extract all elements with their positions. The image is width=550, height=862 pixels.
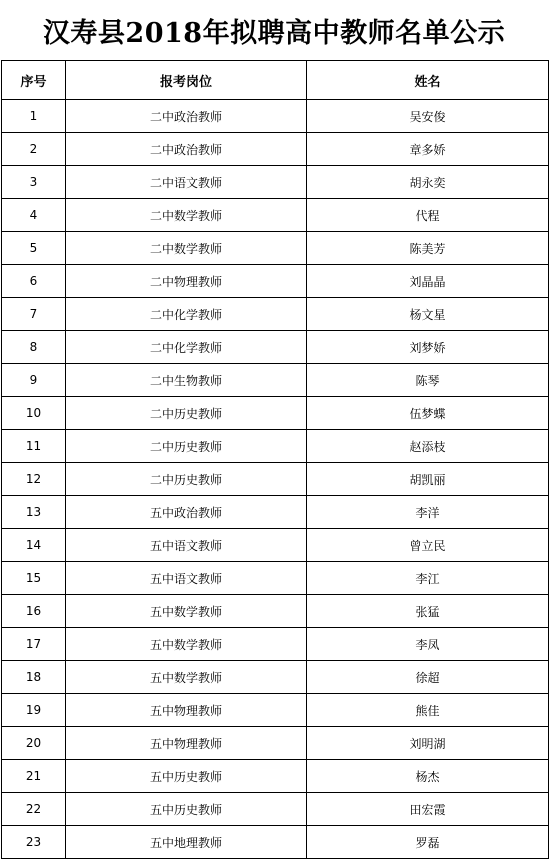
row-name-cell: 徐超: [307, 661, 549, 694]
table-row: [2, 793, 549, 826]
table-row: [2, 364, 549, 397]
row-name-cell: 刘晶晶: [307, 265, 549, 298]
row-index-cell: 16: [2, 595, 66, 628]
table-row: [2, 232, 549, 265]
row-name-cell: 赵添枝: [307, 430, 549, 463]
row-name-cell: 李凤: [307, 628, 549, 661]
row-index-cell: 15: [2, 562, 66, 595]
header-index: 序号: [2, 61, 66, 100]
row-name-cell: 李洋: [307, 496, 549, 529]
row-name-cell: 胡永奕: [307, 166, 549, 199]
row-index-cell: 17: [2, 628, 66, 661]
row-name-cell: 罗磊: [307, 826, 549, 859]
table-row: [2, 397, 549, 430]
row-position-cell: 五中地理教师: [66, 826, 307, 859]
header-name: 姓名: [307, 61, 549, 100]
row-position-cell: 五中历史教师: [66, 793, 307, 826]
row-index-cell: 13: [2, 496, 66, 529]
table-row: [2, 661, 549, 694]
table-row: [2, 496, 549, 529]
row-position-cell: 二中数学教师: [66, 199, 307, 232]
row-index-cell: 22: [2, 793, 66, 826]
row-index-cell: 4: [2, 199, 66, 232]
row-index-cell: 19: [2, 694, 66, 727]
table-row: [2, 694, 549, 727]
table-row: [2, 166, 549, 199]
row-index-cell: 9: [2, 364, 66, 397]
row-index-cell: 5: [2, 232, 66, 265]
row-name-cell: 吴安俊: [307, 100, 549, 133]
table-row: [2, 529, 549, 562]
row-position-cell: 二中数学教师: [66, 232, 307, 265]
row-position-cell: 二中历史教师: [66, 430, 307, 463]
row-position-cell: 二中历史教师: [66, 397, 307, 430]
row-position-cell: 二中政治教师: [66, 100, 307, 133]
row-position-cell: 五中语文教师: [66, 562, 307, 595]
row-index-cell: 2: [2, 133, 66, 166]
row-position-cell: 五中物理教师: [66, 694, 307, 727]
row-position-cell: 二中政治教师: [66, 133, 307, 166]
row-index-cell: 7: [2, 298, 66, 331]
table-row: [2, 760, 549, 793]
row-index-cell: 3: [2, 166, 66, 199]
table-row: [2, 100, 549, 133]
row-name-cell: 熊佳: [307, 694, 549, 727]
row-position-cell: 五中历史教师: [66, 760, 307, 793]
table-row: [2, 562, 549, 595]
row-position-cell: 二中历史教师: [66, 463, 307, 496]
row-index-cell: 6: [2, 265, 66, 298]
row-name-cell: 陈琴: [307, 364, 549, 397]
row-name-cell: 杨杰: [307, 760, 549, 793]
row-name-cell: 张猛: [307, 595, 549, 628]
table-row: [2, 430, 549, 463]
row-index-cell: 11: [2, 430, 66, 463]
row-position-cell: 二中化学教师: [66, 331, 307, 364]
row-index-cell: 21: [2, 760, 66, 793]
row-name-cell: 章多娇: [307, 133, 549, 166]
table-row: [2, 199, 549, 232]
row-name-cell: 田宏霞: [307, 793, 549, 826]
row-index-cell: 12: [2, 463, 66, 496]
table-row: [2, 133, 549, 166]
teacher-list-table: [1, 60, 549, 859]
row-position-cell: 五中政治教师: [66, 496, 307, 529]
row-name-cell: 杨文星: [307, 298, 549, 331]
row-position-cell: 二中语文教师: [66, 166, 307, 199]
row-index-cell: 20: [2, 727, 66, 760]
table-row: [2, 298, 549, 331]
row-index-cell: 8: [2, 331, 66, 364]
table-row: [2, 628, 549, 661]
row-position-cell: 五中数学教师: [66, 595, 307, 628]
table-row: [2, 595, 549, 628]
row-index-cell: 10: [2, 397, 66, 430]
row-position-cell: 五中数学教师: [66, 628, 307, 661]
row-name-cell: 刘梦娇: [307, 331, 549, 364]
row-name-cell: 刘明湖: [307, 727, 549, 760]
table-body: [2, 100, 549, 859]
table-row: [2, 331, 549, 364]
row-name-cell: 曾立民: [307, 529, 549, 562]
table-row: [2, 826, 549, 859]
row-position-cell: 五中语文教师: [66, 529, 307, 562]
row-position-cell: 五中物理教师: [66, 727, 307, 760]
row-name-cell: 胡凯丽: [307, 463, 549, 496]
row-name-cell: 李江: [307, 562, 549, 595]
row-index-cell: 18: [2, 661, 66, 694]
row-name-cell: 陈美芳: [307, 232, 549, 265]
table-row: [2, 463, 549, 496]
row-position-cell: 二中化学教师: [66, 298, 307, 331]
header-position: 报考岗位: [66, 61, 307, 100]
table-row: [2, 727, 549, 760]
row-index-cell: 1: [2, 100, 66, 133]
row-index-cell: 23: [2, 826, 66, 859]
row-name-cell: 代程: [307, 199, 549, 232]
row-position-cell: 五中数学教师: [66, 661, 307, 694]
table-header-row: [2, 61, 549, 100]
row-position-cell: 二中生物教师: [66, 364, 307, 397]
page-title: 汉寿县2018年拟聘高中教师名单公示: [42, 17, 506, 49]
row-index-cell: 14: [2, 529, 66, 562]
row-position-cell: 二中物理教师: [66, 265, 307, 298]
row-name-cell: 伍梦蝶: [307, 397, 549, 430]
table-row: [2, 265, 549, 298]
